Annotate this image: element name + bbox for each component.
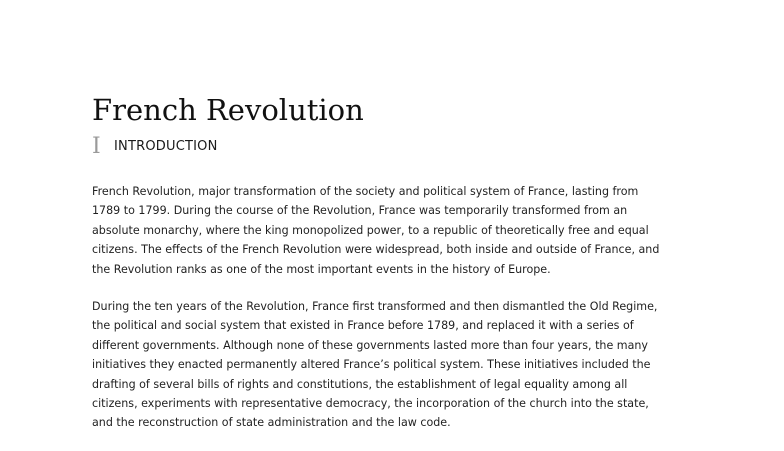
paragraph-line: citizens. The effects of the French Revolution were widespread, both inside and outside of France, and — [92, 243, 660, 257]
paragraph-line: citizens, experiments with representative democracy, the incorporation of the church into the state, — [92, 397, 649, 411]
paragraph-line: initiatives they enacted permanently altered France’s political system. These initiatives included the — [92, 358, 651, 372]
paragraph-2 — [92, 297, 702, 433]
section-heading: INTRODUCTION — [114, 139, 218, 154]
section-numeral: I — [92, 134, 101, 159]
paragraph-line: 1789 to 1799. During the course of the Revolution, France was temporarily transformed from an — [92, 204, 628, 218]
section-header — [92, 134, 218, 160]
body-text — [92, 182, 702, 451]
paragraph-1 — [92, 182, 702, 279]
paragraph-line: the political and social system that existed in France before 1789, and replaced it with a series of — [92, 319, 634, 333]
paragraph-line: and the reconstruction of state administration and the law code. — [92, 416, 451, 430]
paragraph-line: French Revolution, major transformation of the society and political system of France, lasting from — [92, 185, 639, 198]
paragraph-line: drafting of several bills of rights and constitutions, the establishment of legal equality among all — [92, 377, 628, 391]
paragraph-line: different governments. Although none of these governments lasted more than four years, the many — [92, 338, 648, 352]
paragraph-line: absolute monarchy, where the king monopolized power, to a republic of theoretically free and equal — [92, 223, 649, 237]
document-title: French Revolution — [92, 93, 364, 127]
paragraph-line: the Revolution ranks as one of the most important events in the history of Europe. — [92, 262, 551, 276]
paragraph-line: During the ten years of the Revolution, France first transformed and then dismantled the Old Regime, — [92, 300, 658, 314]
